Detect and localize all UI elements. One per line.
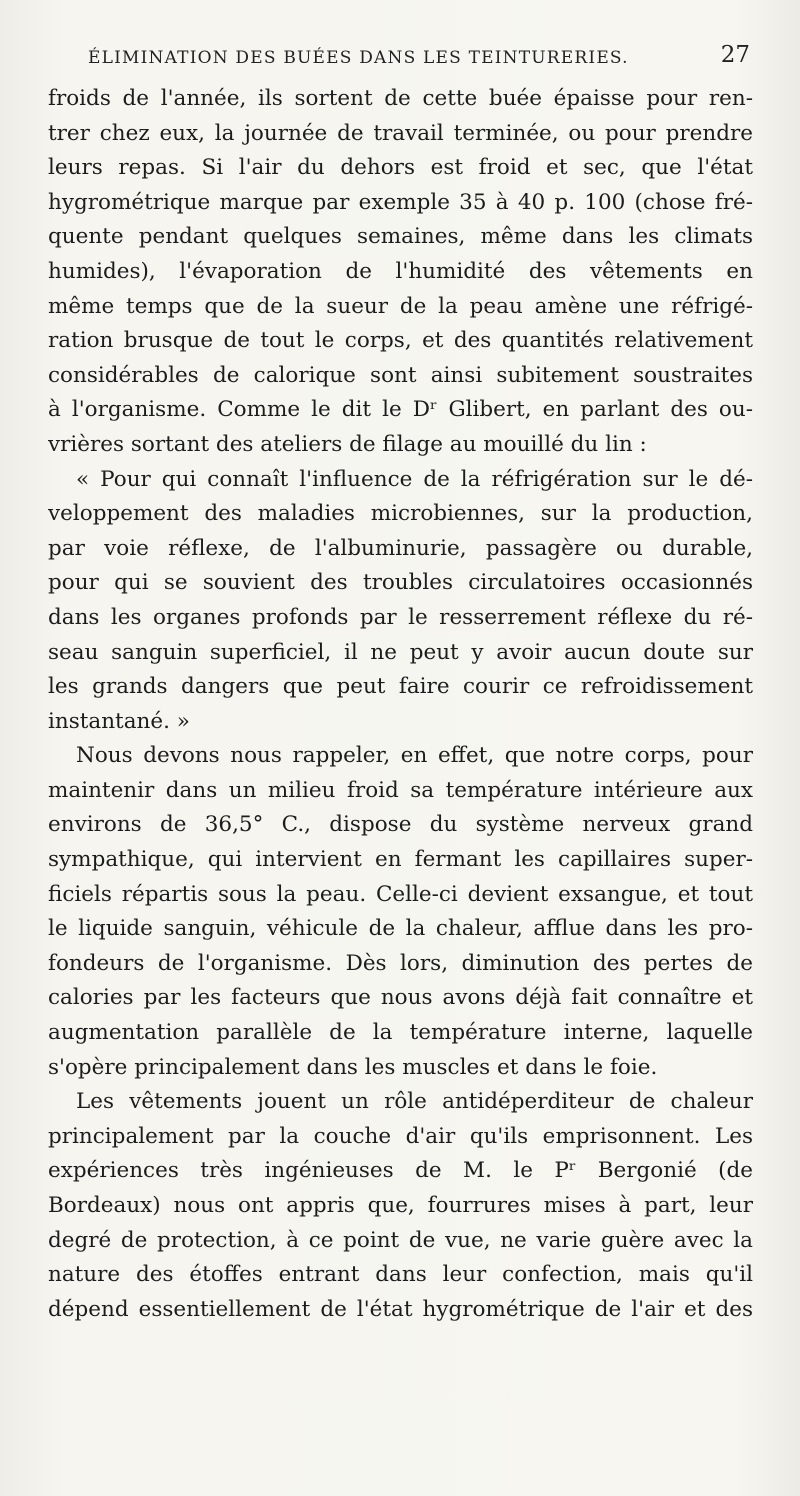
text-line: sympathique, qui intervient en fermant les capillaires super-: [48, 847, 753, 873]
text-line: les grands dangers que peut faire courir ce refroidissement: [48, 674, 753, 700]
paragraph-3: [48, 739, 753, 1085]
running-title: ÉLIMINATION DES BUÉES DANS LES TEINTURERIES.: [88, 48, 629, 68]
text-line: humides), l'évaporation de l'humidité des vêtements en: [48, 258, 753, 284]
text-line: expériences très ingénieuses de M. le Pʳ Bergonié (de: [48, 1158, 753, 1184]
text-line: calories par les facteurs que nous avons déjà fait connaître et: [48, 985, 753, 1011]
text-line: le liquide sanguin, véhicule de la chaleur, afflue dans les pro-: [48, 916, 753, 942]
text-line: veloppement des maladies microbiennes, sur la production,: [48, 501, 753, 527]
text-line: environs de 36,5° C., dispose du système nerveux grand: [48, 812, 753, 838]
text-line: vrières sortant des ateliers de filage au mouillé du lin :: [48, 431, 647, 457]
text-line: hygrométrique marque par exemple 35 à 40 p. 100 (chose fré-: [48, 189, 753, 215]
text-line: pour qui se souvient des troubles circulatoires occasionnés: [48, 570, 753, 596]
text-line: quente pendant quelques semaines, même dans les climats: [48, 224, 753, 250]
text-line: ficiels répartis sous la peau. Celle-ci devient exsangue, et tout: [48, 881, 753, 907]
text-line: à l'organisme. Comme le dit le Dʳ Glibert, en parlant des ou-: [48, 397, 753, 423]
text-line: Nous devons nous rappeler, en effet, que notre corps, pour: [76, 743, 753, 769]
text-line: degré de protection, à ce point de vue, ne varie guère avec la: [48, 1227, 753, 1253]
text-line: augmentation parallèle de la température interne, laquelle: [48, 1020, 753, 1046]
text-line: dans les organes profonds par le resserrement réflexe du ré-: [48, 604, 753, 630]
paragraph-4: [48, 1085, 753, 1327]
text-line: « Pour qui connaît l'influence de la réfrigération sur le dé-: [76, 466, 753, 492]
text-line: même temps que de la sueur de la peau amène une réfrigé-: [48, 293, 753, 319]
text-line: principalement par la couche d'air qu'ils emprisonnent. Les: [48, 1123, 753, 1149]
text-line: trer chez eux, la journée de travail terminée, ou pour prendre: [48, 120, 753, 146]
text-line: fondeurs de l'organisme. Dès lors, diminution des pertes de: [48, 950, 753, 976]
text-line: seau sanguin superficiel, il ne peut y avoir aucun doute sur: [48, 639, 753, 665]
text-line: Bordeaux) nous ont appris que, fourrures mises à part, leur: [48, 1193, 753, 1218]
page-number: 27: [720, 42, 750, 68]
text-line: instantané. »: [48, 708, 190, 734]
text-line: maintenir dans un milieu froid sa température intérieure aux: [48, 777, 753, 803]
paragraph-2-quotation: [48, 463, 753, 740]
text-line: leurs repas. Si l'air du dehors est froid et sec, que l'état: [48, 155, 753, 181]
text-line: ration brusque de tout le corps, et des quantités relativement: [48, 328, 753, 354]
text-line: considérables de calorique sont ainsi subitement soustraites: [48, 362, 753, 388]
page-header: [0, 40, 800, 80]
text-line: dépend essentiellement de l'état hygrométrique de l'air et des: [48, 1296, 753, 1322]
text-line: froids de l'année, ils sortent de cette buée épaisse pour ren-: [48, 86, 753, 111]
text-line: Les vêtements jouent un rôle antidéperditeur de chaleur: [76, 1089, 753, 1115]
text-line: par voie réflexe, de l'albuminurie, passagère ou durable,: [48, 535, 753, 561]
body-text: [48, 82, 753, 1327]
text-line: nature des étoffes entrant dans leur confection, mais qu'il: [48, 1262, 753, 1288]
text-line: s'opère principalement dans les muscles et dans le foie.: [48, 1054, 658, 1080]
paragraph-1: [48, 82, 753, 463]
